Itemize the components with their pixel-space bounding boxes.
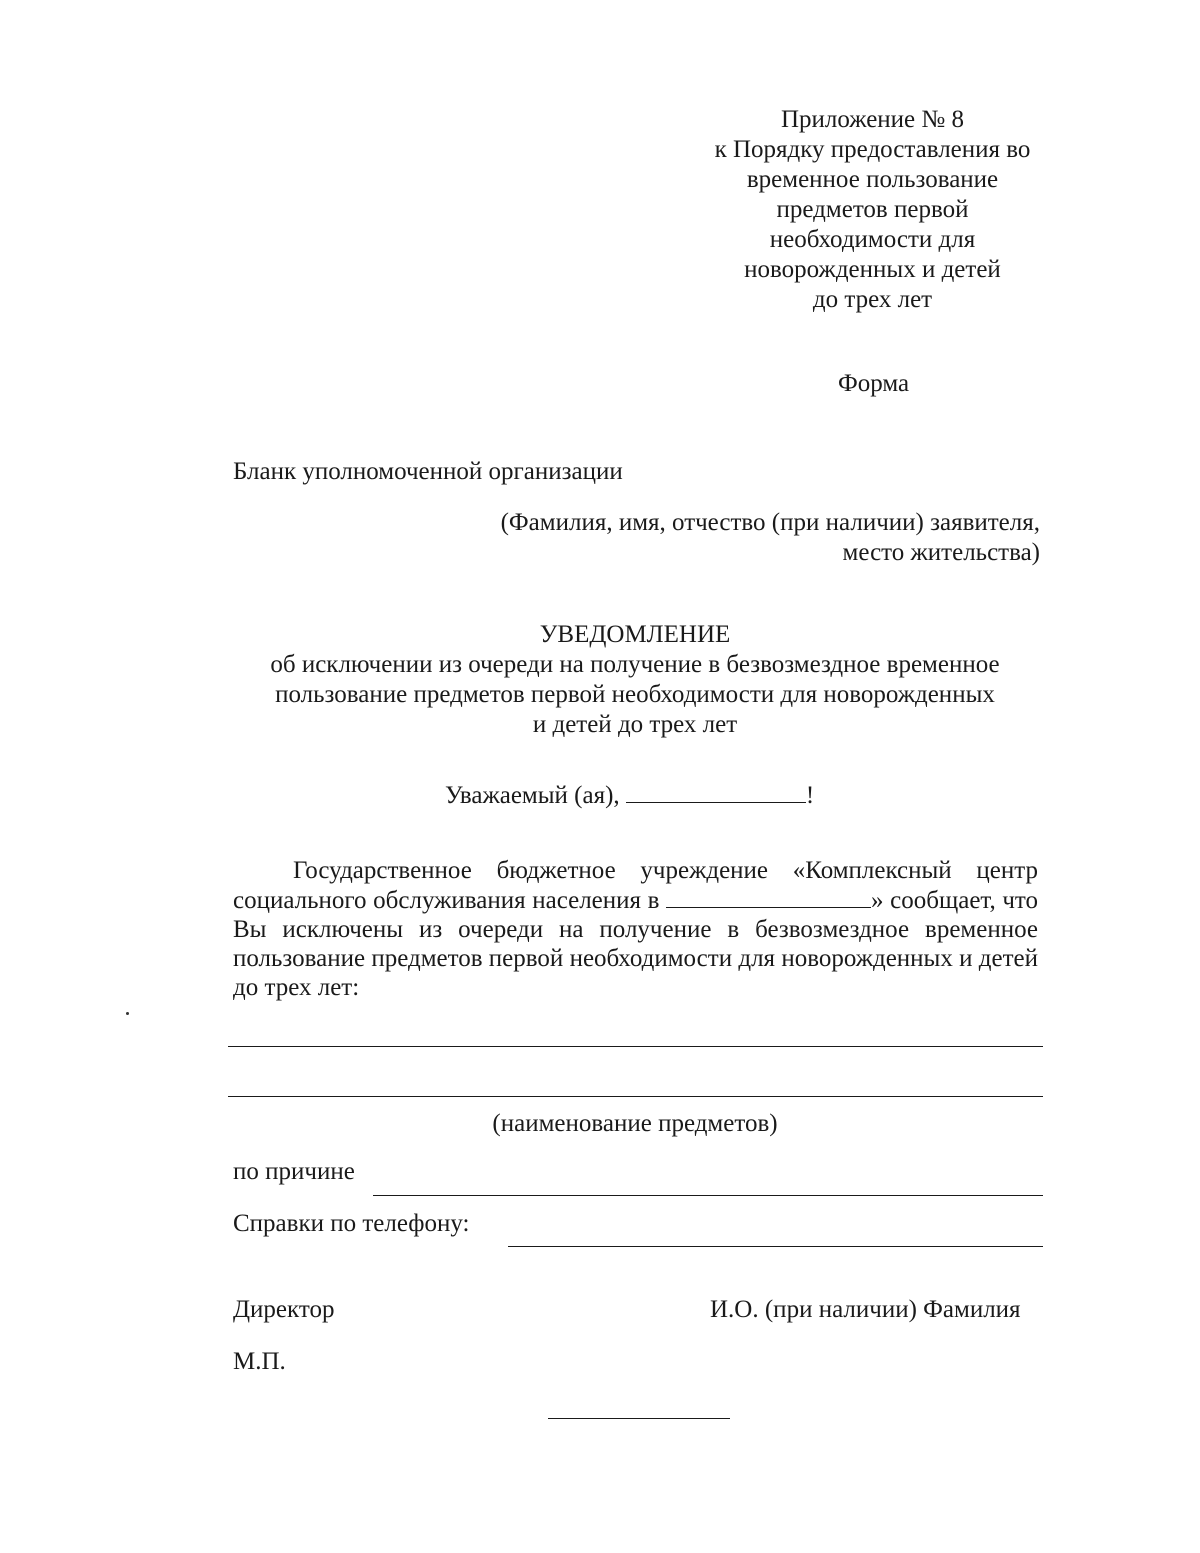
appendix-line: новорожденных и детей xyxy=(744,256,1001,283)
phone-label: Справки по телефону: xyxy=(233,1210,470,1237)
items-line-2 xyxy=(228,1096,1043,1097)
director-position: Директор xyxy=(233,1296,335,1323)
recipient-name-blank xyxy=(626,780,806,803)
appendix-line: до трех лет xyxy=(812,286,933,313)
reason-line xyxy=(373,1195,1043,1196)
greeting xyxy=(445,780,814,810)
items-line-1 xyxy=(228,1046,1043,1047)
phone-line xyxy=(508,1246,1043,1247)
recipient-line: место жительства) xyxy=(842,539,1040,566)
locality-blank xyxy=(666,885,871,908)
reason-label: по причине xyxy=(233,1158,355,1185)
greeting-prefix: Уважаемый (ая), xyxy=(445,782,620,809)
recipient-line: (Фамилия, имя, отчество (при наличии) заявителя, xyxy=(500,509,1040,536)
org-blank-label: Бланк уполномоченной организации xyxy=(233,458,623,485)
stamp-placeholder: М.П. xyxy=(233,1348,286,1375)
appendix-header xyxy=(690,105,1055,315)
appendix-line: необходимости для xyxy=(769,226,976,253)
notice-title-block xyxy=(200,620,1070,740)
notice-subtitle-line: пользование предметов первой необходимости для новорожденных xyxy=(275,681,995,708)
appendix-line: к Порядку предоставления во xyxy=(714,136,1031,163)
notice-subtitle-line: об исключении из очереди на получение в безвозмездное временное xyxy=(270,651,1000,678)
body-part1: Государственное бюджетное учреждение «Комплексный центр социального обслуживания населения в xyxy=(233,857,1038,914)
greeting-suffix: ! xyxy=(805,782,815,809)
notice-title: УВЕДОМЛЕНИЕ xyxy=(539,621,731,648)
notice-body xyxy=(233,856,1038,1002)
appendix-line: Приложение № 8 xyxy=(780,106,965,133)
appendix-line: временное пользование xyxy=(746,166,999,193)
form-label: Форма xyxy=(838,370,910,397)
notice-subtitle-line: и детей до трех лет xyxy=(532,711,738,738)
body-part2: » сообщает, что Вы исключены из очереди на получение в безвозмездное временное пользование предметов первой необходимости для новорожденных и детей до трех лет: xyxy=(233,887,1038,1001)
appendix-line: предметов первой xyxy=(776,196,969,223)
items-caption: (наименование предметов) xyxy=(492,1110,778,1137)
recipient-block xyxy=(440,508,1040,568)
scan-speck xyxy=(126,1012,129,1015)
director-name: И.О. (при наличии) Фамилия xyxy=(710,1296,1021,1323)
end-separator xyxy=(548,1418,730,1419)
